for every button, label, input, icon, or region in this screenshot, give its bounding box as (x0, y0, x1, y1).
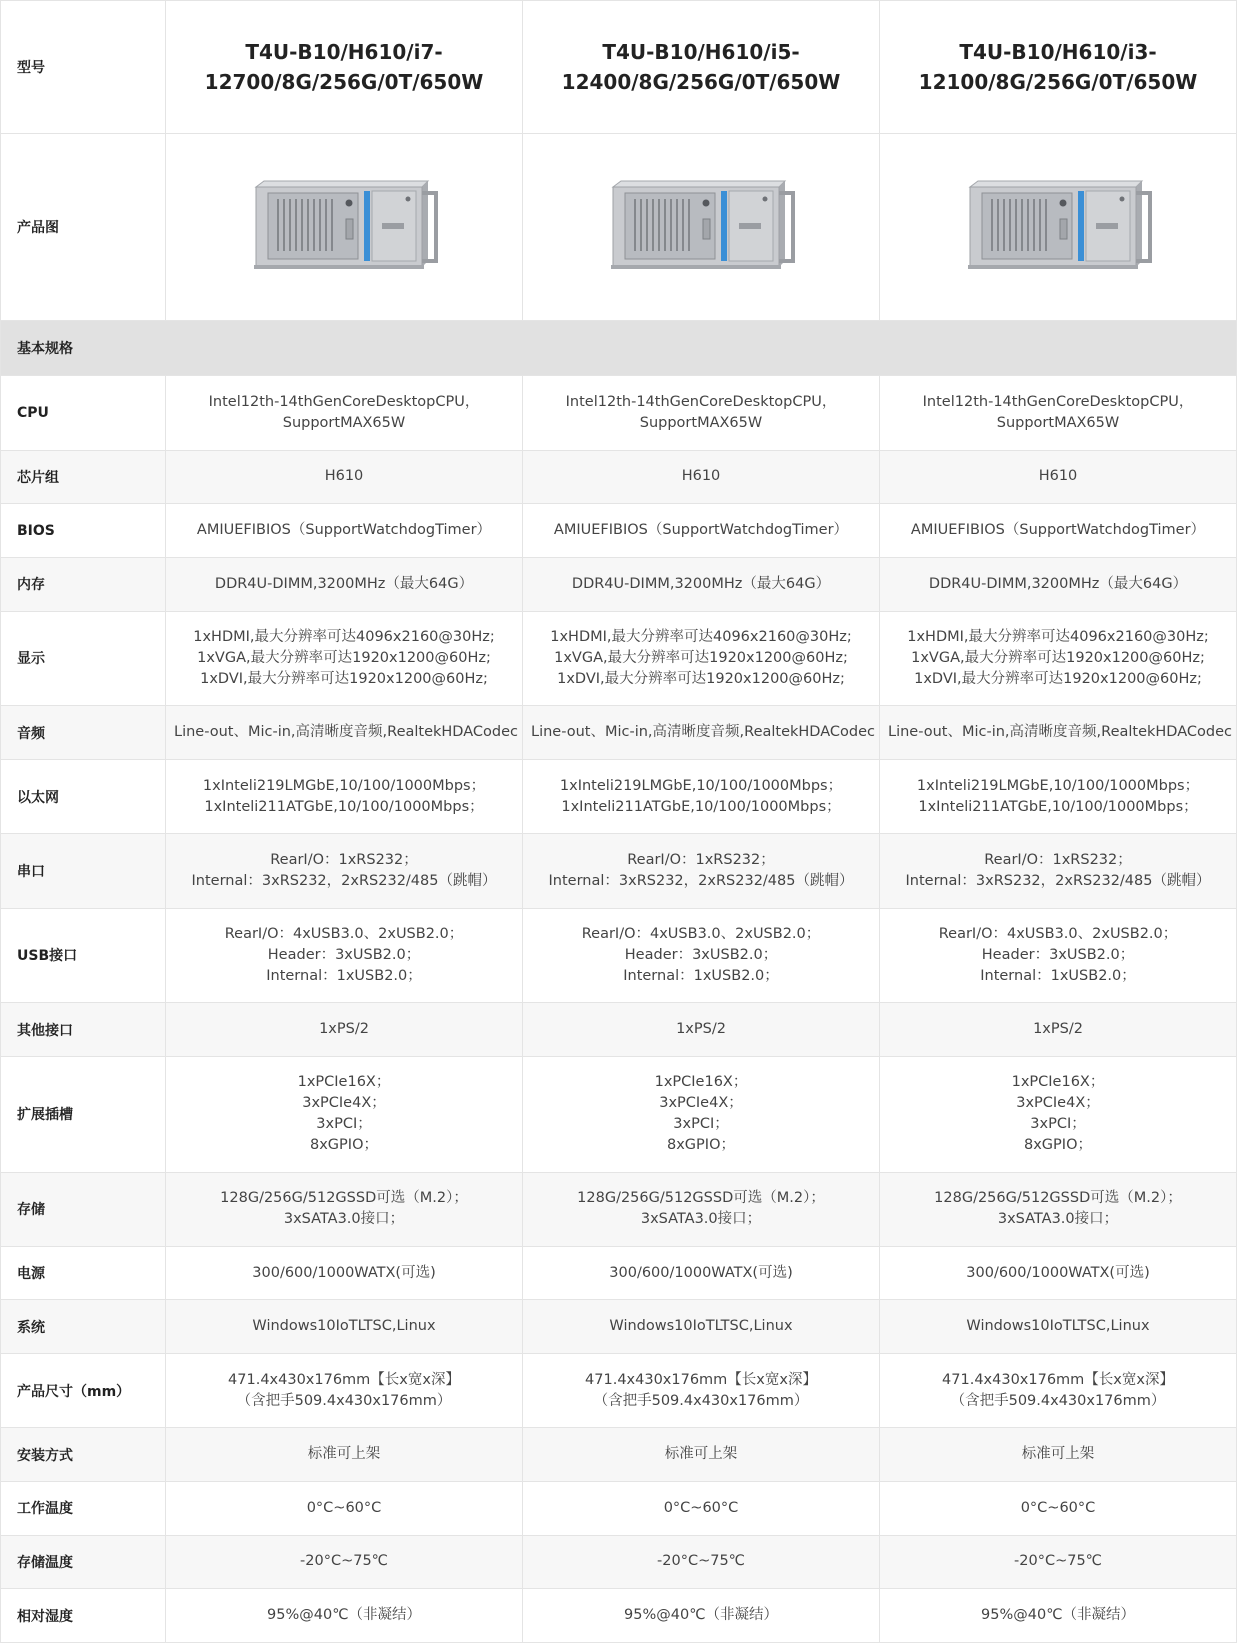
model-title-line: 12100/8G/256G/0T/650W (918, 70, 1198, 95)
spec-row-power (1, 1246, 1237, 1300)
spec-value-line: （含把手509.4x430x176mm） (950, 1392, 1166, 1409)
spec-value-line: 1xPCIe16X； (654, 1074, 748, 1091)
spec-value-line: 1xDVI,最大分辨率可达1920x1200@60Hz; (200, 670, 488, 687)
product-image-cell (523, 134, 880, 321)
spec-value-line: 300/600/1000WATX(可选) (609, 1264, 793, 1281)
spec-value-line: H610 (681, 468, 721, 485)
model-title-3 (880, 1, 1237, 134)
spec-value-line: -20°C~75℃ (1014, 1553, 1102, 1570)
spec-value-line: 300/600/1000WATX(可选) (966, 1264, 1150, 1281)
spec-value-line: 3xSATA3.0接口； (997, 1211, 1119, 1228)
spec-value-line: 1xInteli211ATGbE,10/100/1000Mbps； (204, 798, 484, 815)
spec-value-line: 1xInteli219LMGbE,10/100/1000Mbps； (916, 777, 1200, 794)
spec-value-line: DDR4U-DIMM,3200MHz（最大64G） (571, 575, 831, 592)
model-header-row (1, 1, 1237, 134)
spec-value-line: 1xInteli219LMGbE,10/100/1000Mbps； (202, 777, 486, 794)
spec-value-line: Internal：1xUSB2.0； (266, 967, 422, 984)
spec-value-line: RearI/O：1xRS232； (627, 851, 775, 868)
spec-value-cell (166, 1300, 523, 1354)
model-title-line: T4U-B10/H610/i3- (959, 40, 1157, 65)
model-title-line: 12700/8G/256G/0T/650W (204, 70, 484, 95)
spec-value-cell (166, 557, 523, 611)
spec-value-line: RearI/O：4xUSB3.0、2xUSB2.0； (224, 925, 464, 942)
row-label: 电源 (1, 1246, 166, 1300)
spec-value-line: Windows10IoTLTSC,Linux (609, 1318, 793, 1335)
spec-value-cell (880, 834, 1237, 908)
spec-value-line: 0°C~60°C (306, 1499, 382, 1516)
spec-value-line: 471.4x430x176mm【长x宽x深】 (942, 1371, 1174, 1388)
row-label: BIOS (1, 504, 166, 558)
spec-value-line: 3xPCI； (673, 1116, 729, 1133)
spec-value-cell (523, 557, 880, 611)
spec-value-cell (880, 706, 1237, 760)
spec-row-bios (1, 504, 1237, 558)
model-title-1 (166, 1, 523, 134)
row-label: 音频 (1, 706, 166, 760)
spec-value-line: 3xPCIe4X； (302, 1095, 386, 1112)
spec-value-cell (880, 504, 1237, 558)
row-label: 安装方式 (1, 1428, 166, 1482)
spec-value-cell (166, 1481, 523, 1535)
spec-value-line: Internal：3xRS232，2xRS232/485（跳帽） (905, 872, 1211, 889)
spec-value-cell (166, 1246, 523, 1300)
spec-value-cell (880, 1354, 1237, 1428)
row-label: 其他接口 (1, 1003, 166, 1057)
spec-value-line: Intel12th-14thGenCoreDesktopCPU， (208, 394, 480, 411)
row-label: CPU (1, 376, 166, 450)
product-image-row (1, 134, 1237, 321)
spec-value-cell (880, 760, 1237, 834)
spec-value-line: 1xPCIe16X； (297, 1074, 391, 1091)
spec-value-line: 1xHDMI,最大分辨率可达4096x2160@30Hz; (193, 628, 495, 645)
spec-value-cell (166, 504, 523, 558)
spec-value-line: 128G/256G/512GSSD可选（M.2）； (934, 1190, 1182, 1207)
4u-rackmount-chassis-icon (960, 179, 1156, 271)
spec-row-ethernet (1, 760, 1237, 834)
spec-value-line: 3xSATA3.0接口； (283, 1211, 405, 1228)
spec-value-line: -20°C~75℃ (657, 1553, 745, 1570)
spec-value-cell (523, 706, 880, 760)
spec-value-line: Line-out、Mic-in,高清晰度音频,RealtekHDACodec (174, 724, 518, 741)
spec-row-display (1, 611, 1237, 706)
spec-value-cell (523, 1535, 880, 1589)
spec-value-cell (166, 611, 523, 706)
row-label: USB接口 (1, 908, 166, 1003)
spec-value-cell (880, 1428, 1237, 1482)
spec-value-line: 8xGPIO； (1024, 1137, 1092, 1154)
spec-value-cell (523, 1300, 880, 1354)
product-image-cell (166, 134, 523, 321)
spec-value-cell (166, 1428, 523, 1482)
spec-value-line: Internal：1xUSB2.0； (623, 967, 779, 984)
spec-value-line: RearI/O：1xRS232； (984, 851, 1132, 868)
spec-value-line: 标准可上架 (1021, 1446, 1095, 1463)
spec-value-line: -20°C~75℃ (300, 1553, 388, 1570)
spec-value-line: 1xHDMI,最大分辨率可达4096x2160@30Hz; (907, 628, 1209, 645)
spec-table-body (1, 1, 1237, 1643)
spec-value-line: Windows10IoTLTSC,Linux (252, 1318, 436, 1335)
spec-value-cell (880, 1246, 1237, 1300)
spec-value-line: 3xPCI； (1030, 1116, 1086, 1133)
spec-value-cell (523, 1057, 880, 1173)
spec-value-line: 8xGPIO； (667, 1137, 735, 1154)
spec-value-line: Internal：1xUSB2.0； (980, 967, 1136, 984)
spec-row-dimensions (1, 1354, 1237, 1428)
spec-value-cell (880, 376, 1237, 450)
spec-value-line: Header：3xUSB2.0； (624, 946, 778, 963)
spec-value-cell (523, 908, 880, 1003)
spec-value-cell (880, 557, 1237, 611)
spec-row-op_temp (1, 1481, 1237, 1535)
spec-value-cell (523, 376, 880, 450)
spec-value-line: 1xDVI,最大分辨率可达1920x1200@60Hz; (914, 670, 1202, 687)
spec-value-cell (166, 1535, 523, 1589)
spec-value-line: 3xPCIe4X； (659, 1095, 743, 1112)
spec-value-line: Line-out、Mic-in,高清晰度音频,RealtekHDACodec (531, 724, 875, 741)
spec-value-line: （含把手509.4x430x176mm） (593, 1392, 809, 1409)
spec-value-cell (523, 1481, 880, 1535)
spec-value-cell (880, 1589, 1237, 1643)
spec-value-cell (523, 760, 880, 834)
spec-value-line: RearI/O：4xUSB3.0、2xUSB2.0； (938, 925, 1178, 942)
row-label: 内存 (1, 557, 166, 611)
model-title-2 (523, 1, 880, 134)
spec-value-line: Internal：3xRS232，2xRS232/485（跳帽） (191, 872, 497, 889)
spec-value-cell (523, 1428, 880, 1482)
spec-value-cell (523, 1246, 880, 1300)
spec-value-line: AMIUEFIBIOS（SupportWatchdogTimer） (553, 522, 849, 539)
spec-value-line: 95%@40℃（非凝结） (981, 1607, 1135, 1624)
product-image-cell (880, 134, 1237, 321)
spec-value-cell (523, 1172, 880, 1246)
spec-value-line: 0°C~60°C (663, 1499, 739, 1516)
spec-value-line: 95%@40℃（非凝结） (267, 1607, 421, 1624)
row-label: 存储 (1, 1172, 166, 1246)
spec-value-cell (880, 1481, 1237, 1535)
row-label: 型号 (1, 1, 166, 134)
spec-value-line: Intel12th-14thGenCoreDesktopCPU， (565, 394, 837, 411)
spec-value-cell (880, 450, 1237, 504)
spec-value-line: 3xSATA3.0接口； (640, 1211, 762, 1228)
row-label: 串口 (1, 834, 166, 908)
section-title: 基本规格 (1, 320, 1237, 376)
spec-value-line: 1xVGA,最大分辨率可达1920x1200@60Hz; (554, 649, 848, 666)
spec-value-cell (523, 611, 880, 706)
spec-row-usb (1, 908, 1237, 1003)
spec-value-line: Windows10IoTLTSC,Linux (966, 1318, 1150, 1335)
model-title-line: 12400/8G/256G/0T/650W (561, 70, 841, 95)
spec-value-line: 300/600/1000WATX(可选) (252, 1264, 436, 1281)
spec-value-cell (523, 450, 880, 504)
spec-value-line: SupportMAX65W (996, 415, 1120, 432)
row-label: 存储温度 (1, 1535, 166, 1589)
row-label: 系统 (1, 1300, 166, 1354)
spec-value-cell (166, 1057, 523, 1173)
spec-value-cell (166, 908, 523, 1003)
spec-value-line: 1xHDMI,最大分辨率可达4096x2160@30Hz; (550, 628, 852, 645)
spec-value-line: 1xInteli211ATGbE,10/100/1000Mbps； (561, 798, 841, 815)
spec-value-line: DDR4U-DIMM,3200MHz（最大64G） (928, 575, 1188, 592)
spec-row-audio (1, 706, 1237, 760)
spec-value-line: DDR4U-DIMM,3200MHz（最大64G） (214, 575, 474, 592)
spec-row-humidity (1, 1589, 1237, 1643)
spec-value-line: RearI/O：4xUSB3.0、2xUSB2.0； (581, 925, 821, 942)
spec-row-cpu (1, 376, 1237, 450)
spec-value-line: 3xPCI； (316, 1116, 372, 1133)
spec-value-cell (523, 834, 880, 908)
spec-value-line: 8xGPIO； (310, 1137, 378, 1154)
model-title-line: T4U-B10/H610/i5- (602, 40, 800, 65)
spec-value-line: 1xDVI,最大分辨率可达1920x1200@60Hz; (557, 670, 845, 687)
spec-value-line: Internal：3xRS232，2xRS232/485（跳帽） (548, 872, 854, 889)
spec-value-line: 1xInteli219LMGbE,10/100/1000Mbps； (559, 777, 843, 794)
spec-row-storage_temp (1, 1535, 1237, 1589)
spec-value-cell (880, 1003, 1237, 1057)
spec-value-cell (166, 376, 523, 450)
spec-row-chipset (1, 450, 1237, 504)
spec-value-line: 95%@40℃（非凝结） (624, 1607, 778, 1624)
spec-value-line: 1xPS/2 (1033, 1021, 1083, 1038)
model-title-line: T4U-B10/H610/i7- (245, 40, 443, 65)
row-label: 芯片组 (1, 450, 166, 504)
spec-value-line: 0°C~60°C (1020, 1499, 1096, 1516)
row-label: 产品尺寸（mm） (1, 1354, 166, 1428)
spec-value-line: H610 (1038, 468, 1078, 485)
spec-value-line: SupportMAX65W (639, 415, 763, 432)
row-label: 以太网 (1, 760, 166, 834)
spec-value-line: Line-out、Mic-in,高清晰度音频,RealtekHDACodec (888, 724, 1232, 741)
spec-value-line: 3xPCIe4X； (1016, 1095, 1100, 1112)
spec-value-line: 标准可上架 (664, 1446, 738, 1463)
spec-value-line: 1xVGA,最大分辨率可达1920x1200@60Hz; (911, 649, 1205, 666)
spec-value-line: 128G/256G/512GSSD可选（M.2）； (577, 1190, 825, 1207)
spec-value-cell (166, 1003, 523, 1057)
spec-value-cell (166, 1172, 523, 1246)
spec-value-line: Intel12th-14thGenCoreDesktopCPU， (922, 394, 1194, 411)
spec-value-line: RearI/O：1xRS232； (270, 851, 418, 868)
spec-row-memory (1, 557, 1237, 611)
row-label: 显示 (1, 611, 166, 706)
spec-value-cell (880, 1057, 1237, 1173)
spec-value-line: H610 (324, 468, 364, 485)
spec-row-serial (1, 834, 1237, 908)
spec-value-line: Header：3xUSB2.0； (981, 946, 1135, 963)
4u-rackmount-chassis-icon (246, 179, 442, 271)
spec-row-storage (1, 1172, 1237, 1246)
spec-value-cell (523, 1003, 880, 1057)
spec-value-cell (880, 1535, 1237, 1589)
spec-row-mounting (1, 1428, 1237, 1482)
spec-value-cell (166, 450, 523, 504)
spec-row-expansion (1, 1057, 1237, 1173)
spec-row-os (1, 1300, 1237, 1354)
spec-value-line: （含把手509.4x430x176mm） (236, 1392, 452, 1409)
spec-value-line: SupportMAX65W (282, 415, 406, 432)
spec-value-line: 1xVGA,最大分辨率可达1920x1200@60Hz; (197, 649, 491, 666)
spec-value-cell (880, 908, 1237, 1003)
row-label: 工作温度 (1, 1481, 166, 1535)
spec-value-cell (166, 760, 523, 834)
spec-value-cell (523, 1589, 880, 1643)
spec-value-cell (880, 1300, 1237, 1354)
row-label: 扩展插槽 (1, 1057, 166, 1173)
row-label: 相对湿度 (1, 1589, 166, 1643)
spec-value-cell (523, 1354, 880, 1428)
spec-value-cell (166, 1589, 523, 1643)
spec-value-line: 128G/256G/512GSSD可选（M.2）； (220, 1190, 468, 1207)
spec-value-cell (523, 504, 880, 558)
spec-row-other_io (1, 1003, 1237, 1057)
spec-value-cell (166, 834, 523, 908)
spec-value-cell (880, 1172, 1237, 1246)
spec-value-line: 1xPCIe16X； (1011, 1074, 1105, 1091)
spec-value-line: AMIUEFIBIOS（SupportWatchdogTimer） (910, 522, 1206, 539)
spec-value-line: 1xInteli211ATGbE,10/100/1000Mbps； (918, 798, 1198, 815)
spec-value-line: AMIUEFIBIOS（SupportWatchdogTimer） (196, 522, 492, 539)
spec-value-cell (166, 1354, 523, 1428)
spec-value-line: 471.4x430x176mm【长x宽x深】 (228, 1371, 460, 1388)
spec-value-line: 471.4x430x176mm【长x宽x深】 (585, 1371, 817, 1388)
4u-rackmount-chassis-icon (603, 179, 799, 271)
spec-value-cell (880, 611, 1237, 706)
spec-value-line: 1xPS/2 (676, 1021, 726, 1038)
section-header-row (1, 320, 1237, 376)
spec-value-line: 1xPS/2 (319, 1021, 369, 1038)
row-label: 产品图 (1, 134, 166, 321)
spec-value-line: 标准可上架 (307, 1446, 381, 1463)
spec-value-line: Header：3xUSB2.0； (267, 946, 421, 963)
spec-value-cell (166, 706, 523, 760)
